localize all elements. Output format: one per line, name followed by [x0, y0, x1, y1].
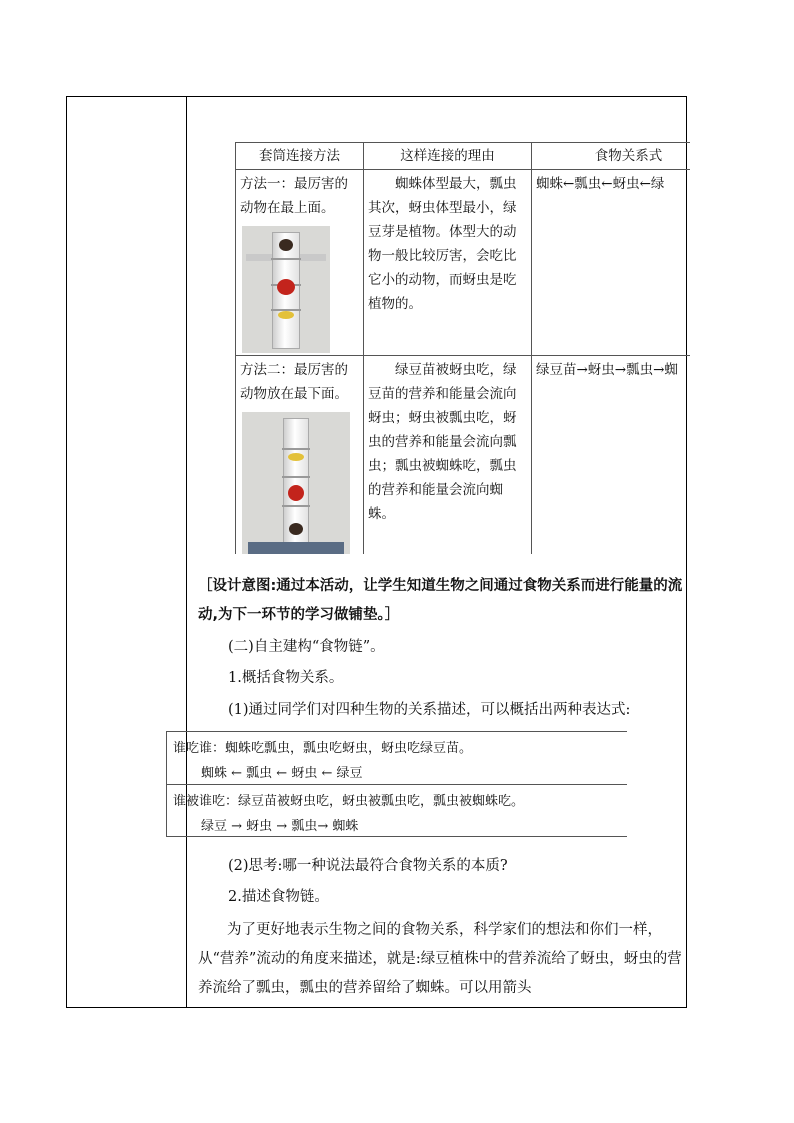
method-cell: [236, 356, 364, 555]
tube-photo-1: [242, 226, 330, 353]
method-cell: [236, 170, 364, 356]
column-divider: [186, 97, 187, 1007]
relation-text: 蜘蛛←瓢虫←蚜虫←绿: [532, 170, 691, 356]
expression-chain: 绿豆 → 蚜虫 → 瓢虫→ 蜘蛛: [201, 819, 359, 834]
expression-row: [167, 784, 627, 836]
tube-photo-2: [242, 412, 350, 554]
header-relation: 食物关系式: [532, 143, 691, 170]
reason-text: 绿豆苗被蚜虫吃，绿豆苗的营养和能量会流向蚜虫；蚜虫被瓢虫吃，蚜虫的营养和能量会流向瓢虫；瓢虫被蜘蛛吃，瓢虫的营养和能量会流向蜘蛛。: [364, 356, 532, 555]
design-intent: ［设计意图:通过本活动，让学生知道生物之间通过食物关系而进行能量的流动,为下一环节的学习做铺垫。］: [198, 578, 683, 623]
item-2: 2.描述食物链。: [228, 889, 329, 905]
connection-methods-table: [235, 142, 690, 554]
expression-row: [167, 732, 627, 784]
expression-text: 谁吃谁：蜘蛛吃瓢虫，瓢虫吃蚜虫，蚜虫吃绿豆苗。: [173, 741, 473, 756]
method-text: 方法一：最厉害的动物在最上面。: [240, 176, 348, 216]
final-paragraph: 为了更好地表示生物之间的食物关系，科学家们的想法和你们一样，从“营养”流动的角度来描述，就是:绿豆植株中的营养流给了蚜虫，蚜虫的营养流给了瓢虫，瓢虫的营养留给了蜘蛛。可以用箭头: [198, 922, 682, 996]
expression-text: 谁被谁吃：绿豆苗被蚜虫吃，蚜虫被瓢虫吃，瓢虫被蜘蛛吃。: [173, 794, 525, 809]
method-text: 方法二：最厉害的动物放在最下面。: [240, 362, 348, 402]
table-header-row: [236, 143, 691, 170]
reason-text: 蜘蛛体型最大，瓢虫其次，蚜虫体型最小，绿豆芽是植物。体型大的动物一般比较厉害，会吃比它小的动物，而蚜虫是吃植物的。: [364, 170, 532, 356]
relation-text: 绿豆苗→蚜虫→瓢虫→蜘: [532, 356, 691, 555]
expression-box: [166, 731, 627, 837]
expression-chain: 蜘蛛 ← 瓢虫 ← 蚜虫 ← 绿豆: [201, 766, 363, 781]
table-row: [236, 170, 691, 356]
header-method: 套筒连接方法: [236, 143, 364, 170]
table-row: [236, 356, 691, 555]
item-1-1: (1)通过同学们对四种生物的关系描述，可以概括出两种表达式:: [228, 702, 631, 718]
header-reason: 这样连接的理由: [364, 143, 532, 170]
item-1-2: (2)思考:哪一种说法最符合食物关系的本质?: [228, 858, 508, 874]
item-1: 1.概括食物关系。: [228, 670, 344, 686]
section-heading: (二)自主建构“食物链”。: [228, 639, 385, 655]
